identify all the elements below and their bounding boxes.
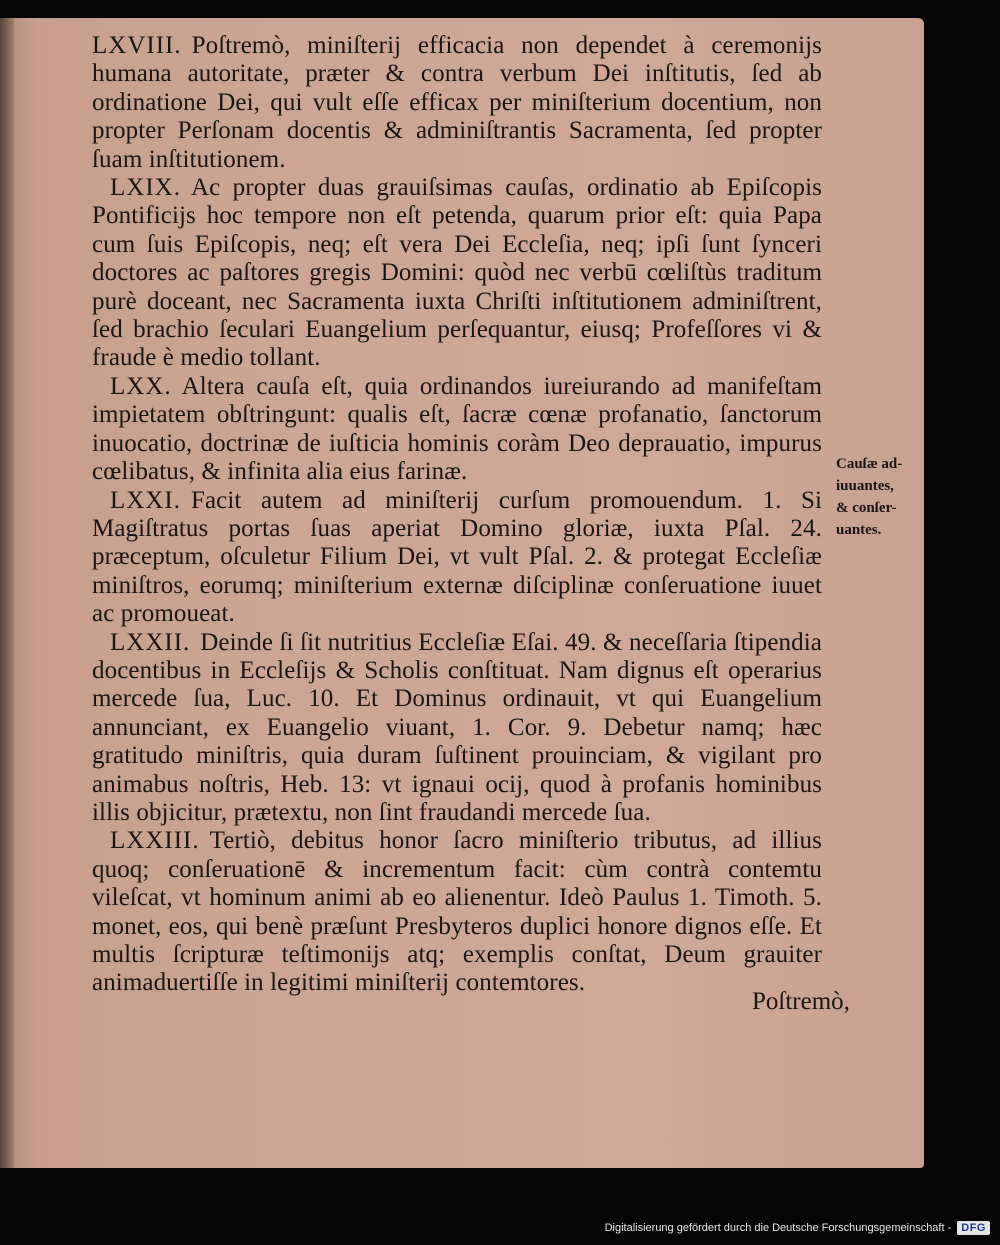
- paragraph-number: LXIX.: [110, 174, 181, 202]
- page-gutter-shadow: [0, 18, 14, 1168]
- paragraph-number: LXXI.: [110, 486, 181, 514]
- paragraph-text: Ac propter duas grauiſsimas cauſas, ordinatio ab Epiſcopis Pontificijs hoc tempore non eſt petenda, quarum prior eſt: quia Papa cum ſuis Epiſcopis, neq; eſt vera Dei Eccleſia, neq; ipſi ſunt ſynceri doctores ac paſtores gregis Domini: quòd nec verbū cœliſtùs traditum purè doceant, nec Sacramenta iuxta Chriſti inſtitutionem adminiſtrent, ſed brachio ſeculari Euangelium perſequantur, eiusq; Profeſſores vi & fraude è medio tollant.: [92, 174, 822, 372]
- paragraph-text: Altera cauſa eſt, quia ordinandos iureiurando ad manifeſtam impietatem obſtringunt: qualis eſt, ſacræ cœnæ profanatio, ſanctorum inuocatio, doctrinæ de iuſticia hominis coràm Deo deprauatio, impurus cœlibatus, & infinita alia eius farinæ.: [92, 372, 822, 486]
- paragraph-lxxi: [92, 487, 822, 629]
- paragraph-number: LXXIII.: [110, 827, 200, 855]
- digitization-footer: [605, 1218, 990, 1238]
- marginal-note: [836, 453, 924, 541]
- paragraph-text: Deinde ſi ſit nutritius Eccleſiæ Eſai. 49. & neceſſaria ſtipendia docentibus in Eccleſijs & Scholis conſtituat. Nam dignus eſt operarius mercede ſua, Luc. 10. Et Dominus ordinauit, vt qui Euangelium annunciant, ex Euangelio viuant, 1. Cor. 9. Debetur namq; hæc gratitudo miniſtris, quia duram ſuſtinent prouinciam, & vigilant pro animabus noſtris, Heb. 13: vt ignaui ocij, quod à profanis hominibus illis objicitur, prætextu, non ſint fraudandi mercede ſua.: [92, 628, 822, 826]
- paragraph-text: Poſtremò, miniſterij efficacia non dependet à ceremonijs humana autoritate, præter & contra verbum Dei inſtitutis, ſed ab ordinatione Dei, qui vult eſſe efficax per miniſterium docentium, non propter Perſonam docentis & adminiſtrantis Sacramenta, ſed propter ſuam inſtitutionem.: [92, 32, 822, 173]
- dfg-logo-icon: DFG: [957, 1221, 990, 1235]
- paragraph-lxxii: [92, 629, 822, 828]
- paragraph-number: LXVIII.: [92, 32, 182, 59]
- footer-credit-text: Digitalisierung gefördert durch die Deutsche Forschungsgemeinschaft -: [604, 1222, 952, 1234]
- book-page: [0, 18, 924, 1168]
- paragraph-lxix: [92, 174, 822, 373]
- marginal-note-line: iuuantes,: [836, 478, 894, 494]
- marginal-note-line: & conſer-: [836, 500, 897, 516]
- paragraph-number: LXX.: [110, 372, 172, 400]
- marginal-note-line: uantes.: [836, 522, 882, 538]
- main-text-block: [92, 32, 822, 998]
- paragraph-text: Tertiò, debitus honor ſacro miniſterio tributus, ad illius quoq; conſeruationē & incrementum facit: cùm contrà contemtu vileſcat, vt hominum animi ab eo alienentur. Ideò Paulus 1. Timoth. 5. monet, eos, qui benè præſunt Presbyteros duplici honore dignos eſſe. Et multis ſcripturæ teſtimonijs atq; exemplis conſtat, Deum grauiter animaduertiſſe in legitimi miniſterij contemtores.: [92, 827, 822, 997]
- paragraph-lxviii: [92, 32, 822, 174]
- catchword: Poſtremò,: [752, 988, 850, 1015]
- paragraph-lxx: [92, 373, 822, 487]
- paragraph-number: LXXII.: [110, 628, 191, 656]
- paragraph-lxxiii: [92, 827, 822, 997]
- marginal-note-line: Cauſæ ad-: [836, 456, 903, 472]
- paragraph-text: Facit autem ad miniſterij curſum promouendum. 1. Si Magiſtratus portas ſuas aperiat Domino gloriæ, iuxta Pſal. 24. præceptum, oſculetur Filium Dei, vt vult Pſal. 2. & protegat Eccleſiæ miniſtros, eorumq; miniſterium externæ diſciplinæ conſeruatione iuuet ac promoueat.: [92, 486, 822, 628]
